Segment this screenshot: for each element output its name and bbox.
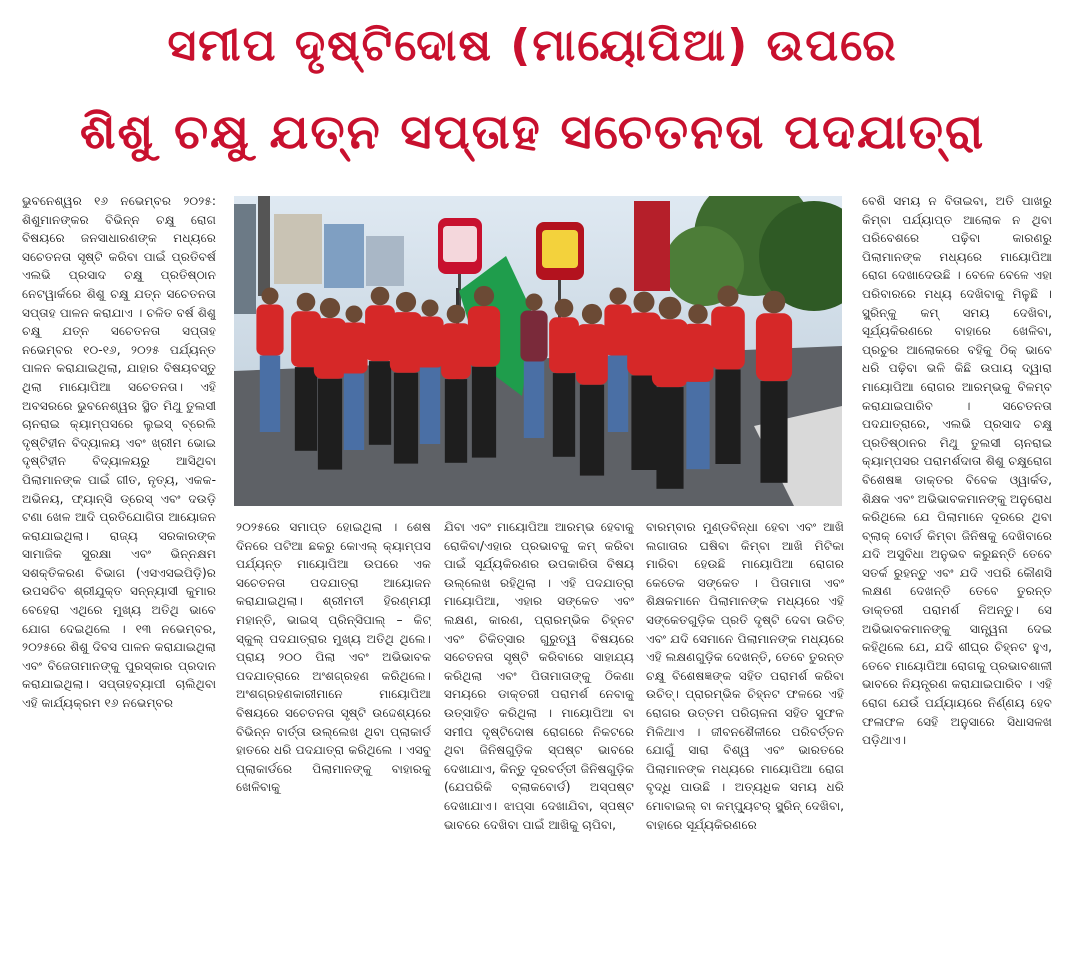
column-4-text: ବାରମ୍ବାର ମୁଣ୍ଡବିନ୍ଧା ହେବା ଏବଂ ଆଖି ଲଗାତାର ଘଷିବା କିମ୍ବା ଆଖି ମିଟିକା ମାରିବା ହେଉଛି ମାୟୋପିଆ ରୋଗର କେତେକ ସଙ୍କେତ । ପିତାମାତା ଏବଂ ଶିକ୍ଷକମାନେ ପିଲାମାନଙ୍କ ମଧ୍ୟରେ ଏହି ସଙ୍କେତଗୁଡ଼ିକ ପ୍ରତି ଦୃଷ୍ଟି ଦେବା ଉଚିତ୍ ଏବଂ ଯଦି ସେମାନେ ପିଲାମାନଙ୍କ ମଧ୍ୟରେ ଏହି ଲକ୍ଷଣଗୁଡ଼ିକ ଦେଖନ୍ତି, ତେବେ ତୁରନ୍ତ ଚକ୍ଷୁ ବିଶେଷଜ୍ଞଙ୍କ ସହିତ ପରାମର୍ଶ କରିବା ଉଚିତ୍। ପ୍ରାରମ୍ଭିକ ଚିହ୍ନଟ ଫଳରେ ଏହି ରୋଗର ଉତ୍ତମ ପରିଚାଳନା ସହିତ ସୁଫଳ ମିଳିଥାଏ । ଜୀବନଶୈଳୀରେ ପରିବର୍ତ୍ତନ ଯୋଗୁଁ ସାରା ବିଶ୍ୱ ଏବଂ ଭାରତରେ ପିଲାମାନଙ୍କ ମଧ୍ୟରେ ମାୟୋପିଆ ରୋଗ ବୃଦ୍ଧି ପାଉଛି । ଅତ୍ୟଧିକ ସମୟ ଧରି ମୋବାଇଲ୍ ବା କମ୍ପ୍ୟୁଟର୍ ସ୍କ୍ରିନ୍ ଦେଖିବା, ବାହାରେ ସୂର୍ଯ୍ୟକିରଣରେ: [646, 520, 844, 832]
column-3-text: ଯିବା ଏବଂ ମାୟୋପିଆ ଆରମ୍ଭ ହେବାକୁ ରୋକିବା/ଏହାର ପ୍ରଭାବକୁ କମ୍ କରିବା ପାଇଁ ସୂର୍ଯ୍ୟକିରଣର ଉପକାରିତା ବିଷୟ ଉଲ୍ଲେଖ ରହିଥିଲା । ଏହି ପଦଯାତ୍ରା ମାୟୋପିଆ, ଏହାର ସଙ୍କେତ ଏବଂ ଲକ୍ଷଣ, କାରଣ, ପ୍ରାରମ୍ଭିକ ଚିହ୍ନଟ ଏବଂ ଚିକିତ୍ସାର ଗୁରୁତ୍ୱ ବିଷୟରେ ସଚେତନତା ସୃଷ୍ଟି କରିବାରେ ସାହାଯ୍ୟ କରିଥିଲା ଏବଂ ପିତାମାତାଙ୍କୁ ଠିକଣା ସମୟରେ ଡାକ୍ତରୀ ପରାମର୍ଶ ନେବାକୁ ଉତ୍ସାହିତ କରିଥିଲା । ମାୟୋପିଆ ବା ସମୀପ ଦୃଷ୍ଟିଦୋଷ ରୋଗରେ ନିକଟରେ ଥିବା ଜିନିଷଗୁଡ଼ିକ ସ୍ପଷ୍ଟ ଭାବରେ ଦେଖାଯାଏ, କିନ୍ତୁ ଦୂରବର୍ତ୍ତୀ ଜିନିଷଗୁଡ଼ିକ (ଯେପରିକି ବ୍ଲାକବୋର୍ଡ) ଅସ୍ପଷ୍ଟ ଦେଖାଯାଏ। ଝାପ୍ସା ଦେଖାଯିବା, ସ୍ପଷ୍ଟ ଭାବରେ ଦେଖିବା ପାଇଁ ଆଖିକୁ ଚାପିବା,: [444, 520, 634, 832]
participant: [390, 292, 422, 464]
article-column-3: [444, 518, 634, 962]
participant: [576, 304, 608, 476]
participant: [682, 304, 713, 469]
participant: [468, 286, 500, 458]
walkathon-photo-illustration: [234, 196, 842, 506]
column-1-text: ଭୁବନେଶ୍ୱର ୧୬ ନଭେମ୍ବର ୨୦୨୫: ଶିଶୁମାନଙ୍କର ବିଭିନ୍ନ ଚକ୍ଷୁ ରୋଗ ବିଷୟରେ ଜନସାଧାରଣଙ୍କ ମଧ୍ୟରେ ସଚେତନତା ସୃଷ୍ଟି କରିବା ପାଇଁ ପ୍ରତିବର୍ଷ ଏଲଭି ପ୍ରସାଦ ଚକ୍ଷୁ ପ୍ରତିଷ୍ଠାନ ନେଟୱାର୍କରେ ଶିଶୁ ଚକ୍ଷୁ ଯତ୍ନ ସଚେତନତା ସପ୍ତାହ ପାଳନ କରାଯାଏ । ଚଳିତ ବର୍ଷ ଶିଶୁ ଚକ୍ଷୁ ଯତ୍ନ ସଚେତନତା ସପ୍ତାହ ନଭେମ୍ବର ୧୦-୧୬, ୨୦୨୫ ପର୍ଯ୍ୟନ୍ତ ପାଳନ କରାଯାଇଥିଲା, ଯାହାର ବିଷୟବସ୍ତୁ ଥିଲା ମାୟୋପିଆ ସଚେତନତା। ଏହି ଅବସରରେ ଭୁବନେଶ୍ୱର ସ୍ଥିତ ମିଥୁ ତୁଲସୀ ଚାନରାଇ କ୍ୟାମ୍ପସରେ ଲୁଇସ୍ ବ୍ରେଲି ଦୃଷ୍ଟିହୀନ ବିଦ୍ୟାଳୟ ଏବଂ ଖ୍ରୀମ ଭୋଇ ଦୃଷ୍ଟିହୀନ ବିଦ୍ୟାଳୟରୁ ଆସିଥିବା ପିଲାମାନଙ୍କ ପାଇଁ ଗୀତ, ନୃତ୍ୟ, ଏକକ-ଅଭିନୟ, ଫ୍ୟାନ୍ସି ଡ୍ରେସ୍ ଏବଂ ଦଉଡ଼ି ଟଣା ଖେଳ ଆଦି ପ୍ରତିଯୋଗିତା ଆୟୋଜନ କରାଯାଇଥିଲା। ରାଜ୍ୟ ସରକାରଙ୍କ ସାମାଜିକ ସୁରକ୍ଷା ଏବଂ ଭିନ୍ନକ୍ଷମ ସଶକ୍ତିକରଣ ବିଭାଗ (ଏସଏସଇପିଡ଼ି)ର ଉପସଚିବ ଶ୍ରୀଯୁକ୍ତ ସନ୍ନ୍ୟାସୀ କୁମାର ବେହେରା ଏଥିରେ ମୁଖ୍ୟ ଅତିଥି ଭାବେ ଯୋଗ ଦେଇଥିଲେ । ୧୩ ନଭେମ୍ବର, ୨୦୨୫ରେ ଶିଶୁ ଦିବସ ପାଳନ କରାଯାଇଥିଲା ଏବଂ ବିଜେତାମାନଙ୍କୁ ପୁରସ୍କାର ପ୍ରଦାନ କରାଯାଇଥିଲା। ସପ୍ତାହବ୍ୟାପୀ ଚାଲିଥିବା ଏହି କାର୍ଯ୍ୟକ୍ରମ ୧୬ ନଭେମ୍ବର: [22, 194, 216, 711]
participant: [652, 297, 688, 489]
participant: [256, 288, 283, 433]
column-2-text: ୨୦୨୫ରେ ସମାପ୍ତ ହୋଇଥିଲା । ଶେଷ ଦିନରେ ପଟିଆ ଛକରୁ କୋଏଲ୍ କ୍ୟାମ୍ପସ ପର୍ଯ୍ୟନ୍ତ ମାୟୋପିଆ ଉପରେ ଏକ ସଚେତନତା ପଦଯାତ୍ରା ଆୟୋଜନ କରାଯାଇଥିଲା। ଶ୍ରୀମତୀ ହିରଣ୍ମୟୀ ମହାନ୍ତି, ଭାଇସ୍ ପ୍ରିନ୍ସିପାଲ୍ – କିଟ୍ ସ୍କୁଲ୍ ପଦଯାତ୍ରାର ମୁଖ୍ୟ ଅତିଥି ଥିଲେ। ପ୍ରାୟ ୨୦୦ ପିଲା ଏବଂ ଅଭିଭାବକ ପଦଯାତ୍ରାରେ ଅଂଶଗ୍ରହଣ କରିଥିଲେ। ଅଂଶଗ୍ରହଣକାରୀମାନେ ମାୟୋପିଆ ବିଷୟରେ ସଚେତନତା ସୃଷ୍ଟି ଉଦ୍ଦେଶ୍ୟରେ ବିଭିନ୍ନ ବାର୍ତ୍ତା ଉଲ୍ଲେଖ ଥିବା ପ୍ଲାକାର୍ଡ ହାତରେ ଧରି ପଦଯାତ୍ରା କରିଥିଲେ । ଏସବୁ ପ୍ଲାକାର୍ଡରେ ପିଲାମାନଙ୍କୁ ବାହାରକୁ ଖେଳିବାକୁ: [236, 520, 431, 795]
headline-line-2: ଶିଶୁ ଚକ୍ଷୁ ଯତ୍ନ ସପ୍ତାହ ସଚେତନତା ପଦଯାତ୍ରା: [79, 104, 986, 160]
news-photo: [234, 196, 842, 506]
participant: [314, 298, 346, 470]
article-column-4: [646, 518, 844, 962]
participant: [549, 299, 579, 457]
participant: [416, 300, 443, 445]
participant: [711, 286, 745, 465]
article-column-1: [22, 192, 216, 960]
participant: [520, 294, 547, 439]
headline-line-1: ସମୀପ ଦୃଷ୍ଟିଦୋଷ (ମାୟୋପିଆ) ଉପରେ: [167, 20, 898, 71]
participant: [756, 291, 792, 483]
article-column-2: [236, 518, 431, 962]
participant: [441, 305, 471, 463]
article-column-5: [862, 192, 1052, 960]
participant: [340, 306, 367, 451]
column-5-text: ବେଶି ସମୟ ନ ବିତାଇବା, ଅତି ପାଖରୁ କିମ୍ବା ପର୍ଯ୍ୟାପ୍ତ ଆଲୋକ ନ ଥିବା ପରିବେଶରେ ପଢ଼ିବା କାରଣରୁ ପିଲାମାନଙ୍କ ମଧ୍ୟରେ ମାୟୋପିଆ ରୋଗ ଦେଖାଦେଉଛି । ବେଳେ ବେଳେ ଏହା ପରିବାରରେ ମଧ୍ୟ ଦେଖିବାକୁ ମିଳୁଛି । ସ୍କ୍ରିନ୍‌କୁ କମ୍ ସମୟ ଦେଖିବା, ସୂର୍ଯ୍ୟକିରଣରେ ବାହାରେ ଖେଳିବା, ପ୍ରଚୁର ଆଲୋକରେ ବହିକୁ ଠିକ୍ ଭାବେ ଧରି ପଢ଼ିବା ଭଳି କିଛି ଉପାୟ ଦ୍ୱାରା ମାୟୋପିଆ ରୋଗର ଆରମ୍ଭକୁ ବିଳମ୍ବ କରାଯାଇପାରିବ । ସଚେତନତା ପଦଯାତ୍ରାରେ, ଏଲଭି ପ୍ରସାଦ ଚକ୍ଷୁ ପ୍ରତିଷ୍ଠାନର ମିଥୁ ତୁଲସୀ ଚାନରାଇ କ୍ୟାମ୍ପସର ପରାମର୍ଶଦାତା ଶିଶୁ ଚକ୍ଷୁରୋଗ ବିଶେଷଜ୍ଞ ଡାକ୍ତର ବିବେକ ଓ୍ୱାର୍କଡ, ଶିକ୍ଷକ ଏବଂ ଅଭିଭାବକମାନଙ୍କୁ ଅନୁରୋଧ କରିଥିଲେ ଯେ ପିଲାମାନେ ଦୂରରେ ଥିବା ବ୍ଲାକ୍ ବୋର୍ଡ କିମ୍ବା ଜିନିଷକୁ ଦେଖିବାରେ ଯଦି ଅସୁବିଧା ଅନୁଭବ କରୁଛନ୍ତି ତେବେ ସତର୍କ ରୁହନ୍ତୁ ଏବଂ ଯଦି ଏପରି କୌଣସି ଲକ୍ଷଣ ଦେଖନ୍ତି ତେବେ ତୁରନ୍ତ ଡାକ୍ତରୀ ପରାମର୍ଶ ନିଅନ୍ତୁ। ସେ ଅଭିଭାବକମାନଙ୍କୁ ସାନ୍ତ୍ୱନା ଦେଇ କହିଥିଲେ ଯେ, ଯଦି ଶୀଘ୍ର ଚିହ୍ନଟ ହୁଏ, ତେବେ ମାୟୋପିଆ ରୋଗକୁ ପ୍ରଭାବଶାଳୀ ଭାବରେ ନିୟନ୍ତ୍ରଣ କରାଯାଇପାରିବ । ଏହି ରୋଗ ଯେଉଁ ପର୍ଯ୍ୟାୟରେ ନିର୍ଣ୍ଣୟ ହେବ ଫଳାଫଳ ସେହି ଅନୁସାରେ ସିଧାସଳଖ ପଡ଼ିଥାଏ।: [862, 194, 1052, 748]
